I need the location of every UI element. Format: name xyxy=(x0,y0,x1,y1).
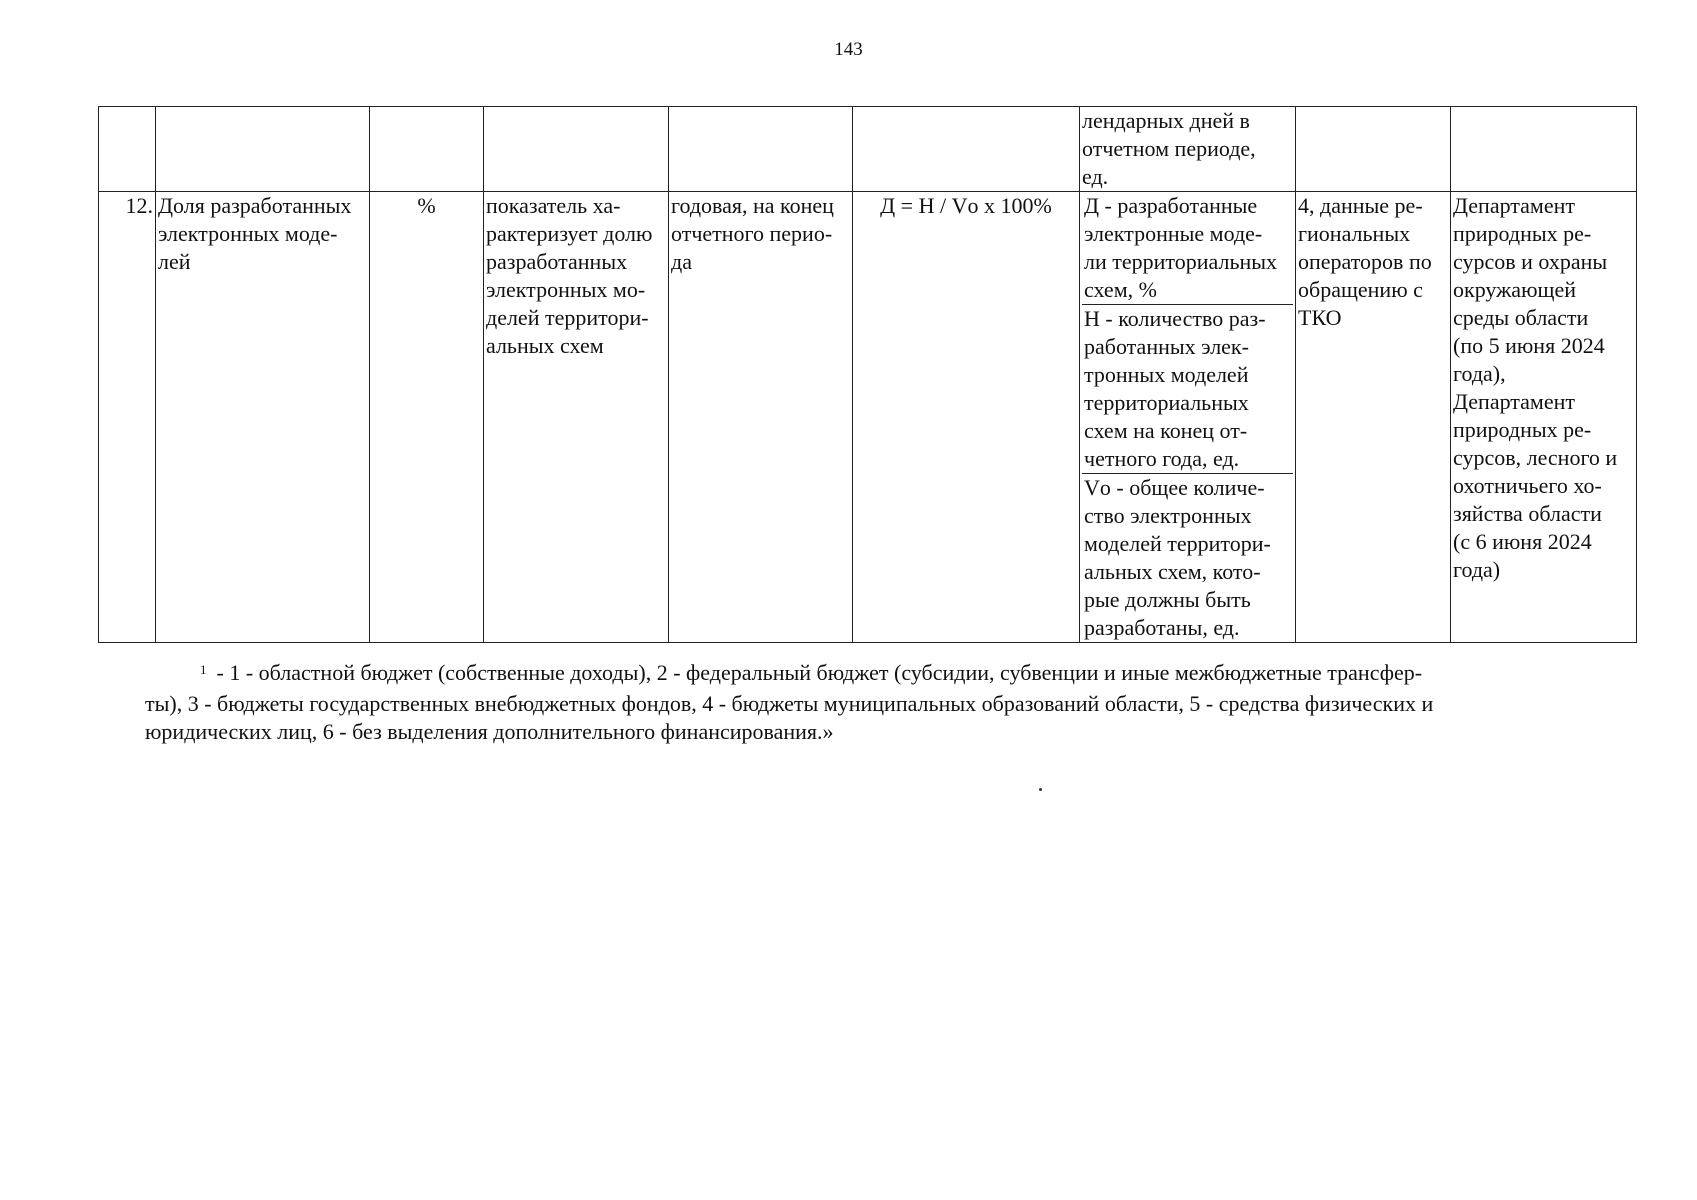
variable-d xyxy=(1082,192,1293,305)
row-number: 12. xyxy=(99,192,156,643)
responsible-line: года), xyxy=(1453,361,1506,386)
variable-line: Д - разработанные xyxy=(1084,193,1258,218)
cont-cell-responsible xyxy=(1451,107,1637,192)
variable-line: разработаны, ед. xyxy=(1084,615,1240,640)
footnote-line xyxy=(145,659,1575,690)
indicator-name-line: электронных моде- xyxy=(158,221,338,246)
responsible-line: зяйства области xyxy=(1453,501,1602,526)
source-line: обращению с xyxy=(1298,277,1423,302)
variable-line: схем, % xyxy=(1084,277,1157,302)
cont-cell-description xyxy=(484,107,669,192)
variable-line: рые должны быть xyxy=(1084,587,1251,612)
row-12 xyxy=(99,192,1637,643)
responsible-line: года) xyxy=(1453,557,1501,582)
cont-cell-periodicity xyxy=(669,107,853,192)
variable-line: схем на конец от- xyxy=(1084,418,1248,443)
variable-line: Vо - общее количе- xyxy=(1084,475,1265,500)
scan-speck xyxy=(1039,788,1042,791)
responsible-line: сурсов, лесного и xyxy=(1453,445,1618,470)
continuation-row xyxy=(99,107,1637,192)
description-line: альных схем xyxy=(486,333,604,358)
responsible-line: охотничьего хо- xyxy=(1453,473,1602,498)
responsible-line: Департамент xyxy=(1453,389,1576,414)
source-line: гиональных xyxy=(1298,221,1411,246)
variable-vo xyxy=(1082,474,1293,642)
periodicity-line: отчетного перио- xyxy=(671,221,833,246)
page-number: 143 xyxy=(834,39,863,60)
indicator-name xyxy=(156,192,370,643)
variable-n xyxy=(1082,305,1293,474)
responsible-line: (по 5 июня 2024 xyxy=(1453,333,1605,358)
cont-cell-formula xyxy=(853,107,1080,192)
responsible xyxy=(1451,192,1637,643)
source-line: операторов по xyxy=(1298,249,1432,274)
footnote xyxy=(145,659,1575,746)
indicator-table xyxy=(98,106,1637,643)
description-line: электронных мо- xyxy=(486,277,646,302)
cont-variables-line: ед. xyxy=(1082,164,1109,189)
formula: Д = Н / Vо х 100% xyxy=(853,192,1080,643)
cont-cell-unit xyxy=(370,107,484,192)
variables-cell xyxy=(1080,192,1296,643)
periodicity-line: годовая, на конец xyxy=(671,193,834,218)
variable-line: моделей территори- xyxy=(1084,531,1271,556)
footnote-line: юридических лиц, 6 - без выделения дополнительного финансирования.» xyxy=(145,719,834,744)
cont-cell-variables xyxy=(1080,107,1296,192)
cont-cell-source xyxy=(1296,107,1451,192)
responsible-line: Департамент xyxy=(1453,193,1576,218)
cont-variables-line: лендарных дней в xyxy=(1082,108,1250,133)
cont-cell-name xyxy=(156,107,370,192)
periodicity-line: да xyxy=(671,249,692,274)
indicator-name-line: Доля разработанных xyxy=(158,193,352,218)
periodicity xyxy=(669,192,853,643)
responsible-line: природных ре- xyxy=(1453,221,1592,246)
source-line: ТКО xyxy=(1298,305,1342,330)
responsible-line: природных ре- xyxy=(1453,417,1592,442)
responsible-line: сурсов и охраны xyxy=(1453,249,1608,274)
footnote-line: ты), 3 - бюджеты государственных внебюджетных фондов, 4 - бюджеты муниципальных образований области, 5 - средства физических и xyxy=(145,691,1434,716)
description-line: рактеризует долю xyxy=(486,221,653,246)
variable-line: ли территориальных xyxy=(1084,249,1278,274)
cont-variables-line: отчетном периоде, xyxy=(1082,136,1256,161)
data-source xyxy=(1296,192,1451,643)
variable-line: работанных элек- xyxy=(1084,334,1249,359)
source-line: 4, данные ре- xyxy=(1298,193,1423,218)
variable-line: территориальных xyxy=(1084,390,1249,415)
description-line: делей территори- xyxy=(486,305,649,330)
footnote-text: - 1 - областной бюджет (собственные доходы), 2 - федеральный бюджет (субсидии, субвенции и иные межбюджетные трансфер- xyxy=(216,660,1423,685)
unit: % xyxy=(370,192,484,643)
footnote-marker: 1 xyxy=(200,662,207,677)
variable-line: ство электронных xyxy=(1084,503,1252,528)
cont-cell-num xyxy=(99,107,156,192)
responsible-line: (с 6 июня 2024 xyxy=(1453,529,1592,554)
variable-line: Н - количество раз- xyxy=(1084,306,1266,331)
indicator-name-line: лей xyxy=(158,249,191,274)
variable-line: электронные моде- xyxy=(1084,221,1263,246)
variable-line: альных схем, кото- xyxy=(1084,559,1261,584)
responsible-line: окружающей xyxy=(1453,277,1576,302)
description-line: показатель ха- xyxy=(486,193,621,218)
responsible-line: среды области xyxy=(1453,305,1589,330)
description xyxy=(484,192,669,643)
variable-line: тронных моделей xyxy=(1084,362,1249,387)
variable-line: четного года, ед. xyxy=(1084,446,1240,471)
description-line: разработанных xyxy=(486,249,628,274)
